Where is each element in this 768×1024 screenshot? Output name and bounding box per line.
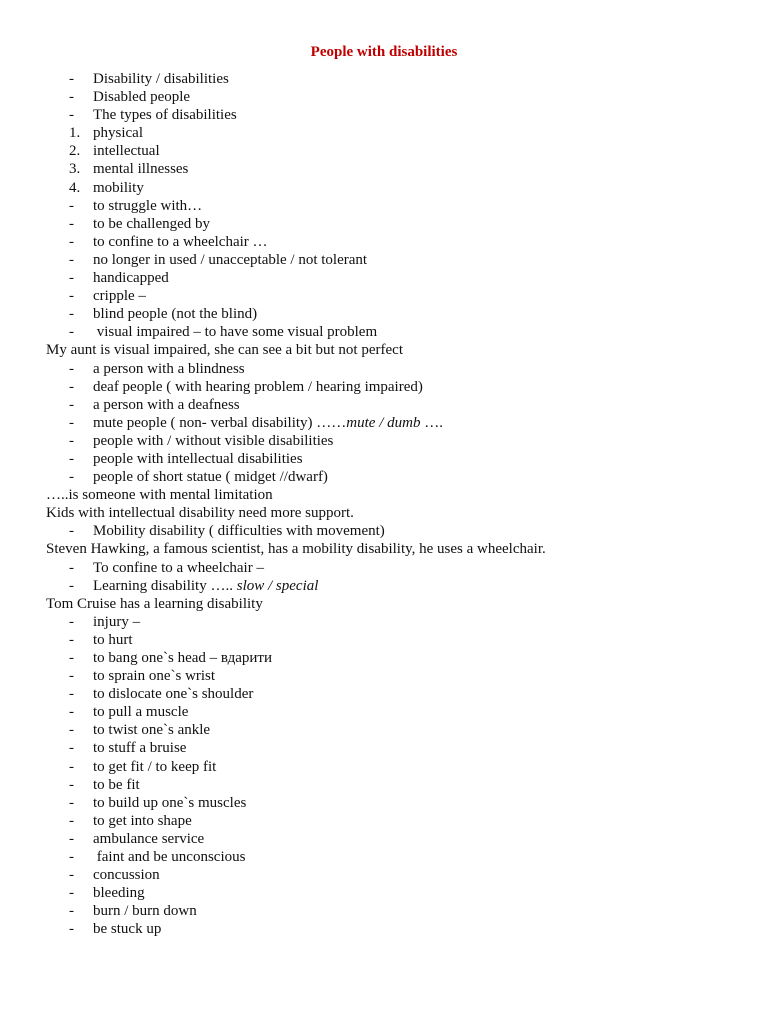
list-item-text xyxy=(93,866,160,884)
list-marker: - xyxy=(69,650,74,666)
list-item-text xyxy=(93,794,246,812)
list-item xyxy=(0,305,768,323)
text-run: visual impaired – to have some visual problem xyxy=(93,324,378,341)
list-item xyxy=(0,233,768,251)
text-run: to get fit / to keep fit xyxy=(93,758,217,775)
list-item xyxy=(0,685,768,703)
list-item xyxy=(0,88,768,106)
text-run: mute people ( non- verbal disability) …… xyxy=(93,414,347,431)
list-item xyxy=(0,522,768,540)
list-marker: - xyxy=(69,251,74,268)
list-marker: - xyxy=(69,885,74,902)
list-item-text xyxy=(93,884,145,902)
list-item-text xyxy=(93,432,333,450)
text-run: to hurt xyxy=(93,631,133,648)
list-item xyxy=(0,323,768,341)
list-item-text xyxy=(93,667,215,685)
text-run: a person with a deafness xyxy=(93,396,240,413)
text-run: people with / without visible disabilities xyxy=(93,432,334,449)
text-run: to get into shape xyxy=(93,812,192,829)
list-marker: 4. xyxy=(69,179,81,196)
list-marker: - xyxy=(69,631,74,648)
list-item xyxy=(0,739,768,757)
text-run: to build up one`s muscles xyxy=(93,794,247,811)
list-item-text xyxy=(93,70,229,88)
list-marker: - xyxy=(69,921,74,938)
list-item xyxy=(0,848,768,866)
list-marker: - xyxy=(69,523,74,540)
list-item xyxy=(0,160,768,178)
list-item xyxy=(0,142,768,160)
list-item-text xyxy=(93,577,318,595)
list-item-text xyxy=(93,215,210,233)
list-item-text xyxy=(93,812,192,830)
list-item xyxy=(0,667,768,685)
list-item xyxy=(0,577,768,595)
list-item-text xyxy=(93,522,385,540)
list-item xyxy=(0,649,768,667)
list-marker: - xyxy=(69,867,74,884)
text-run: people of short statue ( midget //dwarf) xyxy=(93,469,328,486)
document-title: People with disabilities xyxy=(310,44,458,60)
list-item-text xyxy=(93,269,169,287)
text-run: to struggle with… xyxy=(93,197,203,214)
text-run: concussion xyxy=(93,867,160,884)
text-run: a person with a blindness xyxy=(93,360,245,377)
text-run: people with intellectual disabilities xyxy=(93,450,303,467)
text-run: to bang one`s head – вдарити xyxy=(93,650,272,666)
list-marker: - xyxy=(69,414,74,431)
list-item-text xyxy=(93,414,443,432)
text-run: Disabled people xyxy=(93,89,191,106)
list-item xyxy=(0,360,768,378)
list-marker: - xyxy=(69,378,74,395)
list-marker: - xyxy=(69,559,74,576)
list-item-text xyxy=(93,88,190,106)
list-item xyxy=(0,106,768,124)
list-marker: - xyxy=(69,704,74,721)
text-run: ambulance service xyxy=(93,830,205,847)
list-marker: - xyxy=(69,324,74,341)
list-marker: - xyxy=(69,197,74,214)
list-item-text xyxy=(93,559,264,577)
list-item-text xyxy=(93,721,210,739)
list-marker: - xyxy=(69,577,74,594)
text-run: To confine to a wheelchair – xyxy=(93,559,264,576)
list-marker: 1. xyxy=(69,125,81,142)
list-marker: - xyxy=(69,107,74,124)
list-marker: - xyxy=(69,758,74,775)
text-run: cripple – xyxy=(93,288,146,305)
list-item xyxy=(0,197,768,215)
list-item xyxy=(0,468,768,486)
list-marker: - xyxy=(69,233,74,250)
list-item-text xyxy=(93,106,237,124)
list-item xyxy=(0,812,768,830)
list-item xyxy=(0,721,768,739)
list-item xyxy=(0,559,768,577)
paragraph-line xyxy=(0,486,768,504)
list-item xyxy=(0,251,768,269)
list-marker: - xyxy=(69,668,74,685)
list-marker: - xyxy=(69,722,74,739)
list-item xyxy=(0,776,768,794)
list-item xyxy=(0,866,768,884)
text-run: mobility xyxy=(93,179,144,196)
italic-run: mute / dumb xyxy=(346,414,421,431)
list-item-text xyxy=(93,902,197,920)
list-item xyxy=(0,631,768,649)
paragraph-line xyxy=(0,595,768,613)
list-item xyxy=(0,396,768,414)
list-item-text xyxy=(93,920,161,938)
list-marker: - xyxy=(69,432,74,449)
text-run: to be challenged by xyxy=(93,215,211,232)
list-marker: - xyxy=(69,613,74,630)
list-item-text xyxy=(93,179,144,197)
text-run: Mobility disability ( difficulties with movement) xyxy=(93,523,385,540)
text-run: be stuck up xyxy=(93,921,162,938)
list-item-text xyxy=(93,685,253,703)
list-marker: - xyxy=(69,89,74,106)
text-run: injury – xyxy=(93,613,141,630)
list-item xyxy=(0,287,768,305)
paragraph-text xyxy=(46,595,263,613)
list-marker: - xyxy=(69,794,74,811)
list-item-text xyxy=(93,251,367,269)
list-item xyxy=(0,902,768,920)
list-marker: - xyxy=(69,215,74,232)
list-item-text xyxy=(93,450,303,468)
list-item-text xyxy=(93,287,146,305)
list-item-text xyxy=(93,360,245,378)
list-item xyxy=(0,794,768,812)
text-run: to sprain one`s wrist xyxy=(93,668,216,685)
list-item xyxy=(0,884,768,902)
list-item-text xyxy=(93,396,240,414)
text-run: burn / burn down xyxy=(93,903,197,920)
paragraph-line xyxy=(0,540,768,558)
text-run: deaf people ( with hearing problem / hearing impaired) xyxy=(93,378,423,395)
list-item xyxy=(0,124,768,142)
list-item-text xyxy=(93,830,204,848)
paragraph-line xyxy=(0,504,768,522)
list-item-text xyxy=(93,776,140,794)
text-run: Kids with intellectual disability need more support. xyxy=(46,505,354,522)
list-item-text xyxy=(93,468,328,486)
text-run: Disability / disabilities xyxy=(93,71,229,87)
list-item-text xyxy=(93,197,202,215)
list-marker: - xyxy=(69,288,74,305)
list-item-text xyxy=(93,613,140,631)
list-item-text xyxy=(93,142,160,160)
list-marker: 2. xyxy=(69,143,81,160)
list-item-text xyxy=(93,160,188,178)
list-marker: - xyxy=(69,776,74,793)
text-run: My aunt is visual impaired, she can see a bit but not perfect xyxy=(46,342,403,359)
text-run: no longer in used / unacceptable / not tolerant xyxy=(93,251,368,268)
list-item xyxy=(0,70,768,88)
list-item-text xyxy=(93,323,377,341)
text-run: blind people (not the blind) xyxy=(93,306,258,323)
paragraph-line xyxy=(0,341,768,359)
list-item xyxy=(0,758,768,776)
list-item xyxy=(0,179,768,197)
list-marker: - xyxy=(69,306,74,323)
list-item xyxy=(0,215,768,233)
list-item-text xyxy=(93,233,268,251)
list-marker: - xyxy=(69,270,74,287)
text-run: to pull a muscle xyxy=(93,704,189,721)
list-marker: - xyxy=(69,740,74,757)
list-item xyxy=(0,830,768,848)
list-item-text xyxy=(93,739,186,757)
list-item-text xyxy=(93,124,143,142)
list-item-text xyxy=(93,631,133,649)
list-marker: - xyxy=(69,686,74,703)
text-run: Learning disability ….. xyxy=(93,577,237,594)
list-item xyxy=(0,703,768,721)
text-run: to be fit xyxy=(93,776,140,793)
paragraph-text xyxy=(46,504,354,522)
list-item-text xyxy=(93,305,257,323)
list-marker: - xyxy=(69,812,74,829)
list-item-text xyxy=(93,378,423,396)
text-run: faint and be unconscious xyxy=(93,849,246,866)
text-run: Steven Hawking, a famous scientist, has a mobility disability, he uses a wheelchair. xyxy=(46,541,546,558)
list-marker: 3. xyxy=(69,161,81,178)
list-marker: - xyxy=(69,71,74,87)
list-marker: - xyxy=(69,469,74,486)
list-marker: - xyxy=(69,903,74,920)
list-item xyxy=(0,432,768,450)
text-run: to confine to a wheelchair … xyxy=(93,233,268,250)
text-run-after: …. xyxy=(420,414,443,431)
list-item-text xyxy=(93,649,272,667)
list-marker: - xyxy=(69,396,74,413)
text-run: handicapped xyxy=(93,270,169,287)
list-item xyxy=(0,450,768,468)
text-run: Tom Cruise has a learning disability xyxy=(46,595,263,612)
text-run: mental illnesses xyxy=(93,161,189,178)
list-marker: - xyxy=(69,450,74,467)
list-item-text xyxy=(93,848,245,866)
paragraph-text xyxy=(46,486,273,504)
text-run: …..is someone with mental limitation xyxy=(46,487,273,504)
paragraph-text xyxy=(46,341,403,359)
list-item xyxy=(0,613,768,631)
text-run: to stuff a bruise xyxy=(93,740,187,757)
text-run: bleeding xyxy=(93,885,145,902)
list-item-text xyxy=(93,703,188,721)
text-run: to twist one`s ankle xyxy=(93,722,211,739)
text-run: intellectual xyxy=(93,143,160,160)
list-marker: - xyxy=(69,360,74,377)
italic-run: slow / special xyxy=(236,577,319,594)
list-item-text xyxy=(93,758,216,776)
list-item xyxy=(0,920,768,938)
list-item xyxy=(0,378,768,396)
paragraph-text xyxy=(46,540,546,558)
list-item xyxy=(0,269,768,287)
text-run: to dislocate one`s shoulder xyxy=(93,686,254,703)
list-marker: - xyxy=(69,830,74,847)
text-run: The types of disabilities xyxy=(93,107,237,124)
document-body xyxy=(0,70,768,939)
list-marker: - xyxy=(69,849,74,866)
list-item xyxy=(0,414,768,432)
text-run: physical xyxy=(93,125,143,142)
